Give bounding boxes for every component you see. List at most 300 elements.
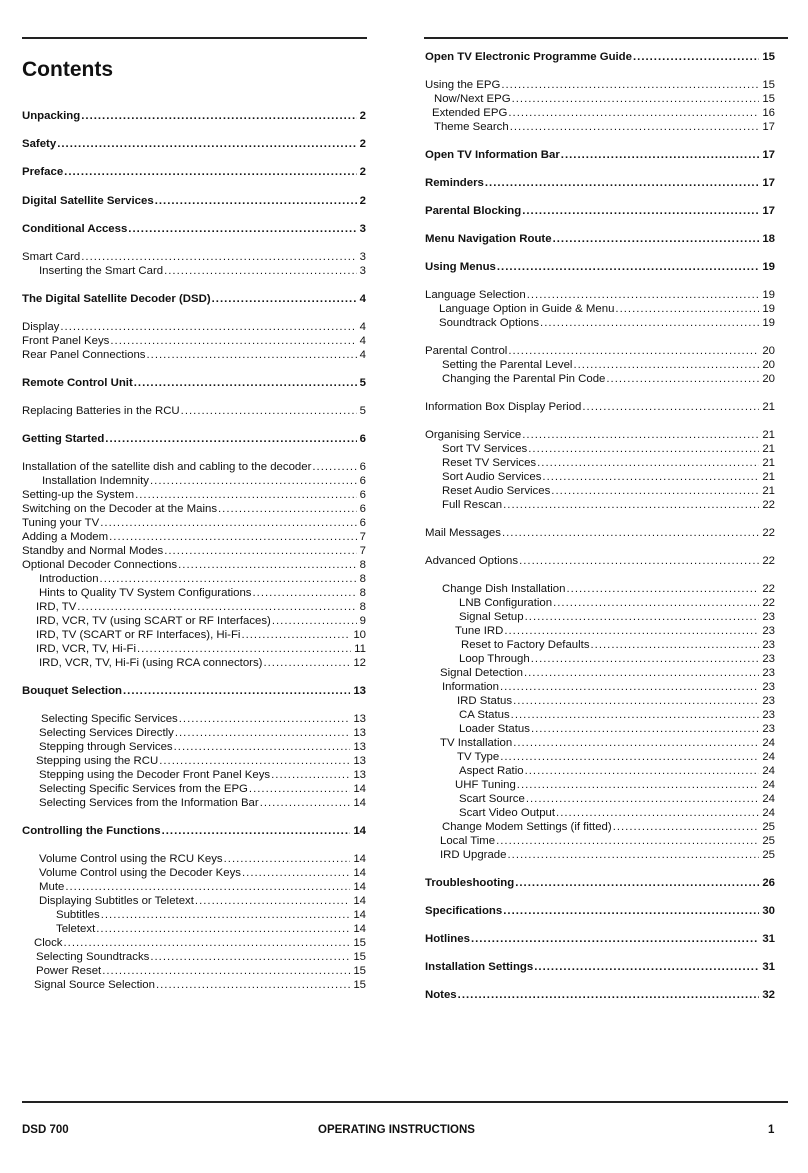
toc-entry[interactable] <box>442 485 775 499</box>
toc-entry-page: 14 <box>353 909 366 921</box>
toc-entry-title: CA Status <box>459 709 510 721</box>
toc-entry-title: Using the EPG <box>425 79 501 91</box>
dot-leader <box>242 867 350 880</box>
toc-entry-title: IRD, VCR, TV (using SCART or RF Interfaces) <box>36 615 271 627</box>
dot-leader <box>164 265 357 278</box>
toc-entry-page: 24 <box>762 751 775 763</box>
toc-entry-title: Smart Card <box>22 251 81 263</box>
toc-entry[interactable] <box>434 121 775 135</box>
toc-entry-title: TV Type <box>457 751 500 763</box>
toc-entry-title: Bouquet Selection <box>22 685 122 697</box>
toc-entry[interactable] <box>425 905 775 919</box>
toc-entry[interactable] <box>22 223 366 237</box>
dot-leader <box>524 667 759 680</box>
toc-entry[interactable] <box>457 695 775 709</box>
toc-entry[interactable] <box>36 965 366 979</box>
toc-entry-title: Signal Source Selection <box>34 979 155 991</box>
toc-entry[interactable] <box>425 429 775 443</box>
toc-entry[interactable] <box>459 807 775 821</box>
toc-entry-page: 8 <box>359 601 366 613</box>
toc-entry[interactable] <box>22 503 366 517</box>
toc-entry-title: Display <box>22 321 60 333</box>
toc-entry-page: 23 <box>762 653 775 665</box>
dot-leader <box>556 807 759 820</box>
toc-entry[interactable] <box>461 639 775 653</box>
toc-entry-title: IRD Upgrade <box>440 849 507 861</box>
toc-entry[interactable] <box>22 349 366 363</box>
dot-leader <box>181 405 357 418</box>
toc-entry-title: Selecting Specific Services <box>41 713 178 725</box>
toc-entry-title: Reset TV Services <box>442 457 537 469</box>
dot-leader <box>77 601 356 614</box>
dot-leader <box>508 107 759 120</box>
toc-entry-page: 9 <box>359 615 366 627</box>
toc-entry-title: Preface <box>22 166 64 178</box>
toc-entry[interactable] <box>442 359 775 373</box>
toc-entry-title: Local Time <box>440 835 496 847</box>
toc-entry-title: Aspect Ratio <box>459 765 524 777</box>
toc-entry[interactable] <box>459 709 775 723</box>
toc-entry-title: Parental Blocking <box>425 205 522 217</box>
toc-entry[interactable] <box>22 461 366 475</box>
toc-entry[interactable] <box>425 149 775 163</box>
toc-entry-title: LNB Configuration <box>459 597 553 609</box>
toc-entry-title: Changing the Parental Pin Code <box>442 373 606 385</box>
toc-entry-page: 3 <box>359 251 366 263</box>
toc-entry[interactable] <box>459 611 775 625</box>
toc-entry-page: 17 <box>762 205 775 217</box>
toc-entry-title: Stepping using the Decoder Front Panel Keys <box>39 769 271 781</box>
dot-leader <box>531 653 760 666</box>
toc-entry-page: 15 <box>353 965 366 977</box>
dot-leader <box>164 545 356 558</box>
toc-entry[interactable] <box>39 853 366 867</box>
toc-entry-page: 8 <box>359 587 366 599</box>
toc-entry-title: Mail Messages <box>425 527 501 539</box>
toc-entry-title: Getting Started <box>22 433 105 445</box>
toc-entry-title: Switching on the Decoder at the Mains <box>22 503 218 515</box>
dot-leader <box>526 793 759 806</box>
toc-entry[interactable] <box>39 867 366 881</box>
dot-leader <box>64 166 356 179</box>
toc-entry[interactable] <box>22 517 366 531</box>
toc-entry-page: 17 <box>762 121 775 133</box>
toc-entry[interactable] <box>440 667 775 681</box>
toc-entry[interactable] <box>22 531 366 545</box>
toc-entry-title: Tuning your TV <box>22 517 100 529</box>
toc-entry[interactable] <box>439 317 775 331</box>
toc-entry[interactable] <box>434 93 775 107</box>
toc-entry-page: 24 <box>762 765 775 777</box>
toc-entry[interactable] <box>425 555 775 569</box>
toc-entry[interactable] <box>425 79 775 93</box>
toc-entry-page: 8 <box>359 573 366 585</box>
toc-entry[interactable] <box>39 657 366 671</box>
toc-entry-title: Change Modem Settings (if fitted) <box>442 821 612 833</box>
toc-entry-page: 31 <box>762 961 775 973</box>
toc-entry-page: 25 <box>762 835 775 847</box>
toc-entry-title: Organising Service <box>425 429 522 441</box>
toc-entry-title: Rear Panel Connections <box>22 349 146 361</box>
dot-leader <box>508 345 759 358</box>
dot-leader <box>212 293 357 306</box>
dot-leader <box>512 93 760 106</box>
toc-entry-title: Theme Search <box>434 121 509 133</box>
toc-entry-page: 23 <box>762 625 775 637</box>
toc-entry-title: Installation Indemnity <box>42 475 150 487</box>
toc-entry[interactable] <box>22 377 366 391</box>
dot-leader <box>81 251 356 264</box>
toc-entry-title: Signal Detection <box>440 667 523 679</box>
toc-entry-title: Reminders <box>425 177 484 189</box>
toc-entry-page: 22 <box>762 527 775 539</box>
toc-entry[interactable] <box>440 835 775 849</box>
toc-entry-page: 17 <box>762 177 775 189</box>
toc-entry-title: Notes <box>425 989 457 1001</box>
toc-entry-title: Safety <box>22 138 57 150</box>
toc-entry-page: 25 <box>762 821 775 833</box>
toc-entry[interactable] <box>425 877 775 891</box>
toc-entry-page: 14 <box>353 895 366 907</box>
toc-entry-title: Power Reset <box>36 965 102 977</box>
toc-entry-page: 19 <box>762 289 775 301</box>
dot-leader <box>582 401 759 414</box>
toc-entry-page: 14 <box>353 797 366 809</box>
toc-entry[interactable] <box>39 797 366 811</box>
toc-entry[interactable] <box>22 685 366 699</box>
toc-entry-page: 15 <box>762 51 775 63</box>
toc-entry[interactable] <box>442 457 775 471</box>
toc-entry[interactable] <box>36 601 366 615</box>
toc-entry-page: 15 <box>762 93 775 105</box>
dot-leader <box>540 317 759 330</box>
toc-entry[interactable] <box>56 923 366 937</box>
toc-entry[interactable] <box>39 881 366 895</box>
dot-leader <box>110 335 356 348</box>
dot-leader <box>553 597 759 610</box>
dot-leader <box>137 643 351 656</box>
toc-entry-page: 21 <box>762 457 775 469</box>
dot-leader <box>128 223 356 236</box>
dot-leader <box>591 639 760 652</box>
toc-entry-title: Conditional Access <box>22 223 128 235</box>
toc-entry[interactable] <box>22 138 366 152</box>
toc-entry[interactable] <box>22 321 366 335</box>
toc-entry-title: Volume Control using the Decoder Keys <box>39 867 241 879</box>
toc-entry[interactable] <box>459 653 775 667</box>
toc-entry-title: Installation Settings <box>425 961 534 973</box>
toc-entry[interactable] <box>455 779 775 793</box>
toc-entry-title: Setting the Parental Level <box>442 359 573 371</box>
toc-entry-title: Language Option in Guide & Menu <box>439 303 615 315</box>
toc-entry[interactable] <box>22 110 366 124</box>
toc-entry-title: Remote Control Unit <box>22 377 133 389</box>
toc-entry-page: 15 <box>353 951 366 963</box>
toc-entry-page: 24 <box>762 737 775 749</box>
dot-leader <box>134 377 357 390</box>
dot-leader <box>525 611 760 624</box>
toc-entry-page: 13 <box>353 769 366 781</box>
toc-entry-title: The Digital Satellite Decoder (DSD) <box>22 293 211 305</box>
dot-leader <box>105 433 356 446</box>
toc-entry-title: Selecting Soundtracks <box>36 951 150 963</box>
dot-leader <box>510 121 760 134</box>
toc-entry-page: 23 <box>762 709 775 721</box>
toc-entry-page: 6 <box>359 517 366 529</box>
dot-leader <box>146 349 356 362</box>
toc-entry[interactable] <box>39 769 366 783</box>
toc-entry[interactable] <box>457 751 775 765</box>
dot-leader <box>503 499 759 512</box>
dot-leader <box>500 681 759 694</box>
toc-entry[interactable] <box>22 405 366 419</box>
dot-leader <box>606 373 759 386</box>
toc-entry-page: 5 <box>359 405 366 417</box>
toc-entry-page: 15 <box>353 937 366 949</box>
toc-entry-page: 19 <box>762 317 775 329</box>
toc-entry[interactable] <box>442 499 775 513</box>
toc-entry[interactable] <box>36 951 366 965</box>
dot-leader <box>515 877 759 890</box>
toc-entry[interactable] <box>42 475 366 489</box>
toc-entry-title: IRD, VCR, TV, Hi-Fi (using RCA connectors) <box>39 657 263 669</box>
toc-entry[interactable] <box>459 723 775 737</box>
toc-entry-title: Stepping through Services <box>39 741 173 753</box>
toc-entry[interactable] <box>425 961 775 975</box>
toc-entry-title: Mute <box>39 881 65 893</box>
dot-leader <box>573 359 759 372</box>
toc-entry[interactable] <box>459 765 775 779</box>
toc-entry[interactable] <box>459 597 775 611</box>
toc-entry[interactable] <box>442 583 775 597</box>
toc-entry[interactable] <box>442 373 775 387</box>
dot-leader <box>271 769 350 782</box>
toc-entry[interactable] <box>440 849 775 863</box>
dot-leader <box>150 475 357 488</box>
toc-entry-title: Soundtrack Options <box>439 317 540 329</box>
toc-entry-title: Installation of the satellite dish and cabling to the decoder <box>22 461 312 473</box>
toc-entry-title: Selecting Specific Services from the EPG <box>39 783 248 795</box>
toc-entry[interactable] <box>22 433 366 447</box>
toc-entry-page: 22 <box>762 583 775 595</box>
toc-entry[interactable] <box>439 303 775 317</box>
toc-entry-page: 6 <box>359 489 366 501</box>
dot-leader <box>531 723 759 736</box>
toc-entry[interactable] <box>22 293 366 307</box>
dot-leader <box>496 835 759 848</box>
toc-entry[interactable] <box>455 625 775 639</box>
toc-entry[interactable] <box>36 615 366 629</box>
dot-leader <box>511 709 760 722</box>
toc-entry-title: Scart Video Output <box>459 807 556 819</box>
toc-entry[interactable] <box>425 933 775 947</box>
toc-entry-title: Replacing Batteries in the RCU <box>22 405 180 417</box>
dot-leader <box>613 821 760 834</box>
toc-entry-title: Open TV Electronic Programme Guide <box>425 51 632 63</box>
toc-entry-title: Inserting the Smart Card <box>39 265 164 277</box>
toc-entry[interactable] <box>425 401 775 415</box>
toc-entry-page: 20 <box>762 359 775 371</box>
toc-entry-page: 23 <box>762 681 775 693</box>
toc-entry[interactable] <box>39 587 366 601</box>
toc-entry-page: 3 <box>359 265 366 277</box>
toc-entry[interactable] <box>36 755 366 769</box>
toc-entry-page: 15 <box>762 79 775 91</box>
dot-leader <box>561 149 760 162</box>
toc-entry-page: 12 <box>353 657 366 669</box>
toc-entry[interactable] <box>39 573 366 587</box>
dot-leader <box>513 737 759 750</box>
toc-entry-title: Loader Status <box>459 723 530 735</box>
toc-entry[interactable] <box>41 713 366 727</box>
toc-entry-title: Change Dish Installation <box>442 583 566 595</box>
toc-entry-page: 4 <box>359 335 366 347</box>
toc-entry[interactable] <box>425 345 775 359</box>
toc-entry[interactable] <box>34 937 366 951</box>
toc-entry-title: Now/Next EPG <box>434 93 511 105</box>
dot-leader <box>504 625 759 638</box>
toc-entry[interactable] <box>22 195 366 209</box>
toc-entry[interactable] <box>432 107 775 121</box>
toc-entry-page: 24 <box>762 779 775 791</box>
toc-entry-title: Teletext <box>56 923 96 935</box>
toc-entry[interactable] <box>56 909 366 923</box>
toc-entry-page: 21 <box>762 471 775 483</box>
toc-entry[interactable] <box>34 979 366 993</box>
toc-entry[interactable] <box>22 559 366 573</box>
toc-entry-title: Stepping using the RCU <box>36 755 159 767</box>
toc-entry-page: 2 <box>359 110 366 122</box>
toc-entry-title: Controlling the Functions <box>22 825 161 837</box>
toc-entry[interactable] <box>425 177 775 191</box>
toc-entry-page: 23 <box>762 695 775 707</box>
toc-entry-title: Subtitles <box>56 909 100 921</box>
toc-entry[interactable] <box>442 821 775 835</box>
toc-entry-page: 14 <box>353 825 366 837</box>
toc-entry[interactable] <box>36 629 366 643</box>
dot-leader <box>566 583 759 596</box>
toc-entry[interactable] <box>22 489 366 503</box>
toc-entry[interactable] <box>22 166 366 180</box>
top-rule-left <box>22 37 367 39</box>
dot-leader <box>497 261 759 274</box>
toc-entry[interactable] <box>425 289 775 303</box>
toc-entry[interactable] <box>39 783 366 797</box>
toc-entry-page: 7 <box>359 545 366 557</box>
toc-entry-title: Language Selection <box>425 289 526 301</box>
toc-entry-title: Displaying Subtitles or Teletext <box>39 895 194 907</box>
dot-leader <box>249 783 350 796</box>
dot-leader <box>135 489 357 502</box>
dot-leader <box>502 527 759 540</box>
dot-leader <box>534 961 759 974</box>
toc-entry[interactable] <box>425 205 775 219</box>
toc-entry-page: 13 <box>353 685 366 697</box>
toc-entry-page: 6 <box>359 461 366 473</box>
dot-leader <box>96 923 350 936</box>
toc-entry[interactable] <box>425 233 775 247</box>
toc-entry-page: 15 <box>353 979 366 991</box>
toc-entry[interactable] <box>425 261 775 275</box>
toc-entry[interactable] <box>39 741 366 755</box>
dot-leader <box>109 531 357 544</box>
dot-leader <box>159 755 350 768</box>
toc-entry-page: 8 <box>359 559 366 571</box>
toc-entry-page: 13 <box>353 727 366 739</box>
toc-entry-title: Menu Navigation Route <box>425 233 552 245</box>
toc-entry-page: 22 <box>762 555 775 567</box>
dot-leader <box>260 797 351 810</box>
toc-entry-title: Extended EPG <box>432 107 508 119</box>
toc-entry-page: 5 <box>359 377 366 389</box>
dot-leader <box>253 587 357 600</box>
dot-leader <box>312 461 356 474</box>
toc-entry-title: Standby and Normal Modes <box>22 545 164 557</box>
toc-entry-page: 22 <box>762 597 775 609</box>
toc-entry-title: TV Installation <box>440 737 513 749</box>
toc-entry-page: 23 <box>762 723 775 735</box>
toc-entry-page: 14 <box>353 923 366 935</box>
toc-entry[interactable] <box>442 471 775 485</box>
dot-leader <box>503 905 759 918</box>
toc-entry[interactable] <box>22 825 366 839</box>
toc-entry-title: Unpacking <box>22 110 81 122</box>
dot-leader <box>633 51 759 64</box>
toc-entry[interactable] <box>425 51 775 65</box>
toc-entry-title: IRD, VCR, TV, Hi-Fi <box>36 643 136 655</box>
toc-entry-title: Volume Control using the RCU Keys <box>39 853 223 865</box>
toc-entry-page: 14 <box>353 867 366 879</box>
dot-leader <box>272 615 357 628</box>
toc-entry[interactable] <box>425 989 775 1003</box>
toc-entry-title: Adding a Modem <box>22 531 109 543</box>
dot-leader <box>65 881 350 894</box>
toc-entry-title: Clock <box>34 937 63 949</box>
toc-entry-page: 6 <box>359 503 366 515</box>
toc-entry-title: Parental Control <box>425 345 508 357</box>
toc-entry[interactable] <box>459 793 775 807</box>
toc-entry[interactable] <box>39 895 366 909</box>
toc-entry[interactable] <box>36 643 366 657</box>
dot-leader <box>507 849 759 862</box>
toc-entry[interactable] <box>440 737 775 751</box>
toc-entry[interactable] <box>22 335 366 349</box>
dot-leader <box>241 629 350 642</box>
toc-entry[interactable] <box>442 443 775 457</box>
toc-entry[interactable] <box>442 681 775 695</box>
toc-entry-title: IRD, TV (SCART or RF Interfaces), Hi-Fi <box>36 629 241 641</box>
toc-entry[interactable] <box>39 727 366 741</box>
dot-leader <box>522 429 759 442</box>
footer-rule <box>22 1101 788 1103</box>
toc-entry-page: 26 <box>762 877 775 889</box>
toc-entry-title: Scart Source <box>459 793 525 805</box>
dot-leader <box>485 177 759 190</box>
toc-entry-page: 2 <box>359 166 366 178</box>
toc-entry-page: 20 <box>762 373 775 385</box>
toc-entry[interactable] <box>39 265 366 279</box>
dot-leader <box>537 457 759 470</box>
dot-leader <box>60 321 356 334</box>
toc-entry[interactable] <box>425 527 775 541</box>
toc-entry[interactable] <box>22 545 366 559</box>
toc-entry-title: Selecting Services Directly <box>39 727 174 739</box>
toc-entry-page: 21 <box>762 429 775 441</box>
toc-entry[interactable] <box>22 251 366 265</box>
toc-entry-page: 24 <box>762 793 775 805</box>
dot-leader <box>519 555 759 568</box>
dot-leader <box>553 233 760 246</box>
